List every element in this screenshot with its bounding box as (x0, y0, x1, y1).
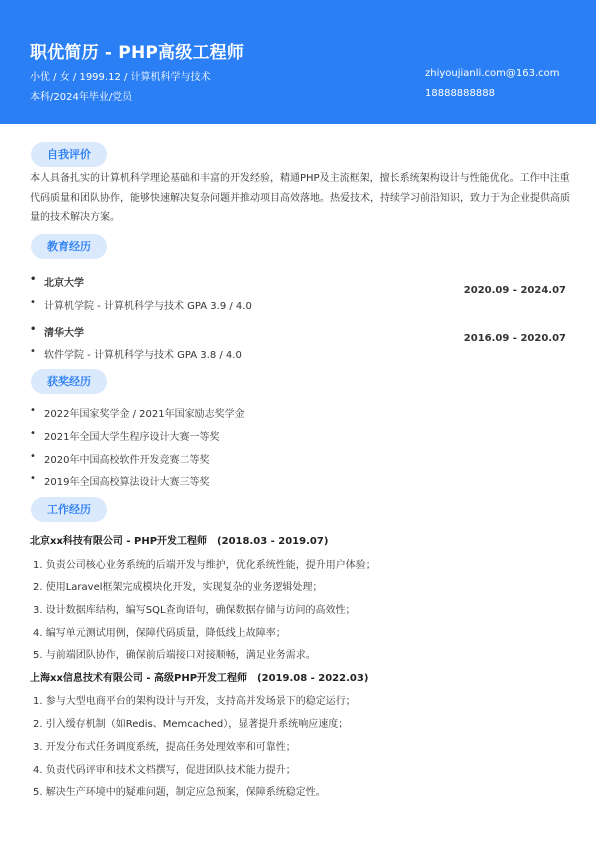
job-duty: 2. 引入缓存机制（如Redis、Memcached），显著提升系统响应速度； (33, 719, 349, 730)
education-school: • 清华大学 (44, 324, 84, 339)
section-work: 工作经历 (31, 497, 107, 522)
section-awards: 获奖经历 (31, 369, 107, 394)
education-date: 2020.09 - 2024.07 (463, 285, 566, 296)
education-detail: • 计算机学院 - 计算机科学与技术 GPA 3.9 / 4.0 (44, 297, 252, 312)
section-self-evaluation: 自我评价 (31, 142, 107, 167)
job-duty: 5. 解决生产环境中的疑难问题，制定应急预案，保障系统稳定性。 (33, 787, 326, 798)
phone-text: 18888888888 (425, 88, 495, 99)
job-title: 上海xx信息技术有限公司 - 高级PHP开发工程师 (2019.08 - 2022.03) (30, 673, 369, 684)
job-duty: 2. 使用Laravel框架完成模块化开发，实现复杂的业务逻辑处理； (33, 582, 323, 593)
job-duty: 4. 负责代码评审和技术文档撰写，促进团队技术能力提升； (33, 765, 296, 776)
education-date: 2016.09 - 2020.07 (463, 333, 566, 344)
email-text: zhiyoujianli.com@163.com (425, 68, 560, 79)
resume-title: 职优简历 - PHP高级工程师 (30, 43, 245, 63)
self-evaluation-text: 本人具备扎实的计算机科学理论基础和丰富的开发经验，精通PHP及主流框架，擅长系统架构设计与性能优化。工作中注重代码质量和团队协作，能够快速解决复杂问题并推动项目高效落地。热爱技术，持续学习前沿知识，致力于为企业提供高质量的技术解决方案。 (30, 173, 570, 223)
award-item: • 2021年全国大学生程序设计大赛一等奖 (44, 428, 219, 443)
award-item: • 2019年全国高校算法设计大赛三等奖 (44, 473, 209, 488)
job-title: 北京xx科技有限公司 - PHP开发工程师 (2018.03 - 2019.07) (30, 536, 329, 547)
resume-header (0, 0, 596, 124)
education-school: • 北京大学 (44, 274, 84, 289)
education-summary: 本科/2024年毕业/党员 (30, 92, 133, 103)
education-detail: • 软件学院 - 计算机科学与技术 GPA 3.8 / 4.0 (44, 346, 242, 361)
award-item: • 2020年中国高校软件开发竞赛二等奖 (44, 451, 209, 466)
job-duty: 3. 开发分布式任务调度系统，提高任务处理效率和可靠性； (33, 742, 296, 753)
job-duty: 1. 参与大型电商平台的架构设计与开发，支持高并发场景下的稳定运行； (33, 696, 356, 707)
job-duty: 3. 设计数据库结构，编写SQL查询语句，确保数据存储与访问的高效性； (33, 605, 356, 616)
job-duty: 4. 编写单元测试用例，保障代码质量，降低线上故障率； (33, 628, 286, 639)
section-education: 教育经历 (31, 234, 107, 259)
award-item: • 2022年国家奖学金 / 2021年国家励志奖学金 (44, 405, 245, 420)
job-duty: 5. 与前端团队协作，确保前后端接口对接顺畅，满足业务需求。 (33, 650, 316, 661)
job-duty: 1. 负责公司核心业务系统的后端开发与维护，优化系统性能，提升用户体验； (33, 560, 376, 571)
personal-info: 小优 / 女 / 1999.12 / 计算机科学与技术 (30, 72, 211, 83)
